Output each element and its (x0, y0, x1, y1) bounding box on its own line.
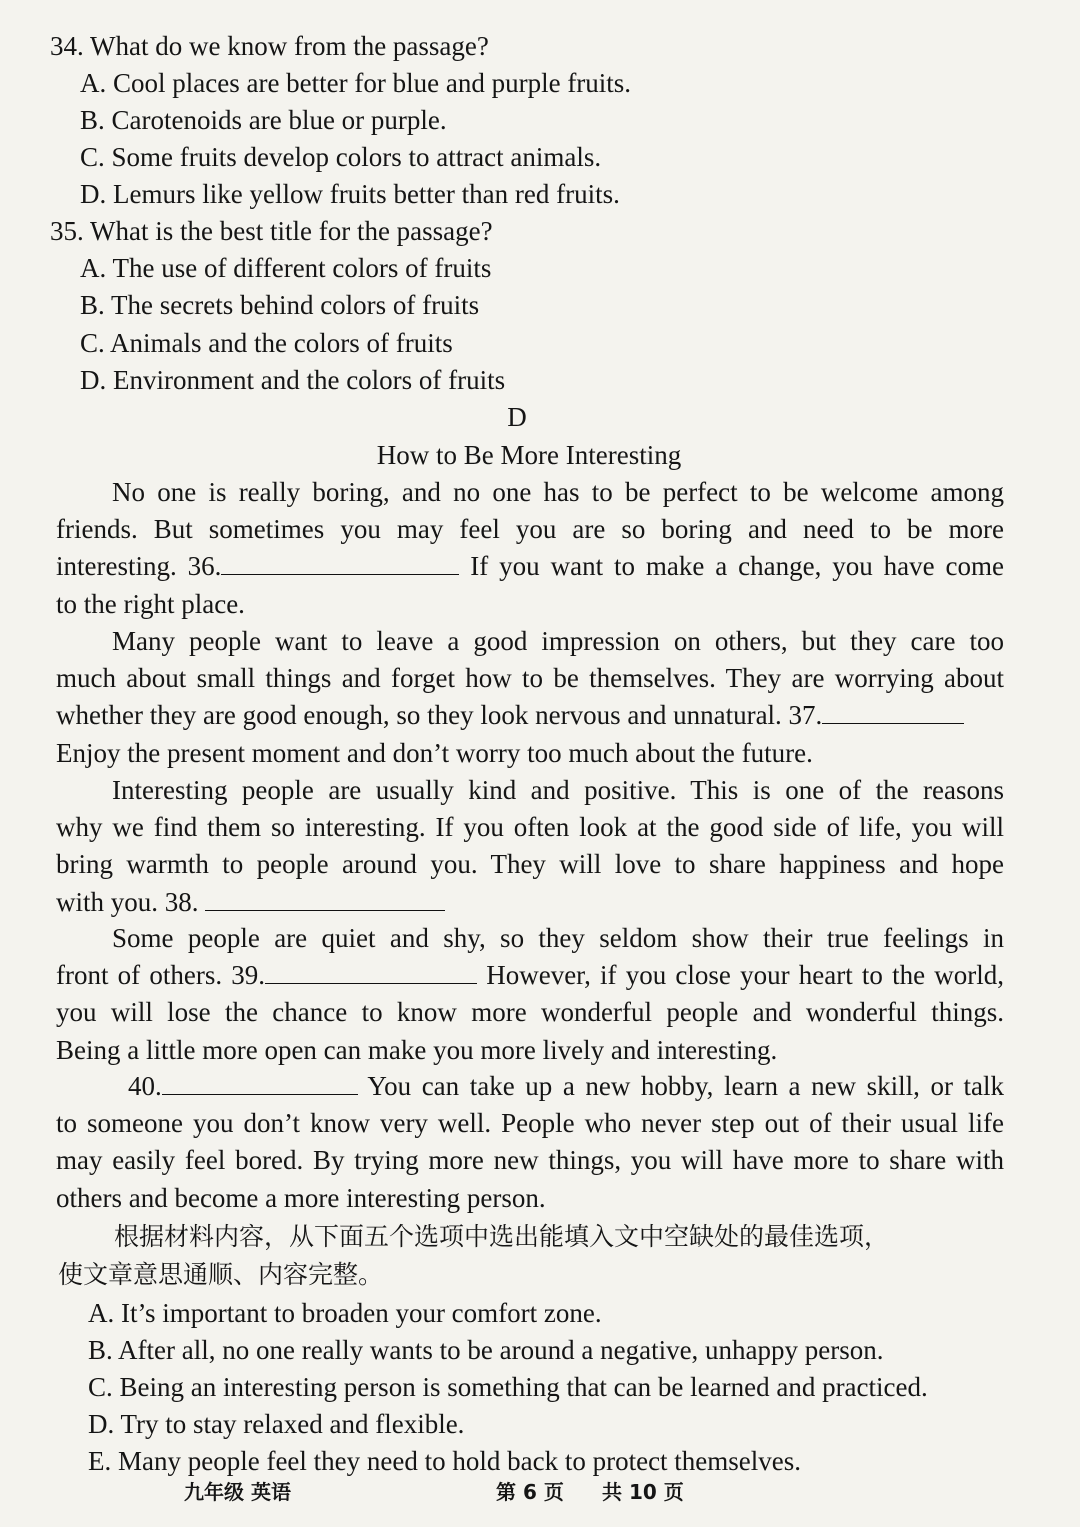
passage-paragraph-4 (56, 920, 1004, 1069)
paragraph-text: front of others. 39. (56, 960, 266, 991)
paragraph-line (56, 884, 1004, 921)
paragraph-text: with you. 38. (56, 886, 199, 917)
paragraph-line: to someone you don’t know very well. People who never step out of their usual life (56, 1108, 1004, 1139)
paragraph-line: Interesting people are usually kind and positive. This is one of the reasons (112, 775, 1004, 805)
question-34-stem: 34. What do we know from the passage? (50, 31, 489, 61)
question-34-option-d: D. Lemurs like yellow fruits better than red fruits. (80, 179, 620, 209)
paragraph-text: If you want to make a change, you have come (470, 551, 1004, 582)
footer-subject: 九年级 英语 (184, 1480, 291, 1504)
paragraph-text: However, if you close your heart to the world, (486, 960, 1004, 991)
question-35-option-d: D. Environment and the colors of fruits (80, 365, 506, 395)
paragraph-text: 40. (128, 1071, 162, 1101)
paragraph-line: friends. But sometimes you may feel you are so boring and need to be more (56, 514, 1004, 545)
section-letter: D (507, 402, 527, 432)
choice-d: D. Try to stay relaxed and flexible. (88, 1409, 465, 1439)
paragraph-line: bring warmth to people around you. They will love to share happiness and hope (56, 849, 1004, 880)
paragraph-line: Being a little more open can make you more lively and interesting. (56, 1034, 778, 1065)
blank-40[interactable] (162, 1070, 358, 1095)
question-35-stem: 35. What is the best title for the passage? (50, 216, 493, 246)
blank-37[interactable] (822, 699, 964, 724)
passage-paragraph-3 (56, 772, 1004, 921)
paragraph-line (56, 1068, 1004, 1105)
choice-c: C. Being an interesting person is something that can be learned and practiced. (88, 1372, 928, 1402)
instruction-line-2: 使文章意思通顺、内容完整。 (58, 1260, 384, 1289)
paragraph-line: you will lose the chance to know more wonderful people and wonderful things. (56, 997, 1004, 1028)
blank-38[interactable] (205, 886, 445, 911)
footer-total-pages: 共 10 页 (602, 1480, 684, 1504)
instruction-line-1: 根据材料内容，从下面五个选项中选出能填入文中空缺处的最佳选项， (114, 1222, 890, 1251)
footer-page-number: 第 6 页 (496, 1480, 564, 1504)
choice-e: E. Many people feel they need to hold back to protect themselves. (88, 1446, 802, 1476)
paragraph-line: Many people want to leave a good impression on others, but they care too (112, 626, 1004, 656)
paragraph-line: others and become a more interesting person. (56, 1182, 546, 1213)
paragraph-text: whether they are good enough, so they look nervous and unnatural. 37. (56, 700, 823, 731)
question-35-option-c: C. Animals and the colors of fruits (80, 328, 453, 358)
paragraph-line: Enjoy the present moment and don’t worry too much about the future. (56, 737, 813, 768)
paragraph-line (56, 697, 1004, 734)
blank-39[interactable] (265, 959, 477, 984)
passage-title: How to Be More Interesting (376, 440, 682, 470)
question-35-option-b: B. The secrets behind colors of fruits (80, 290, 480, 320)
paragraph-line: much about small things and forget how to be themselves. They are worrying about (56, 663, 1004, 694)
passage-paragraph-2 (56, 623, 1004, 772)
blank-36[interactable] (221, 550, 459, 575)
paragraph-text: interesting. 36. (56, 551, 222, 582)
passage-paragraph-5 (56, 1068, 1004, 1217)
passage-paragraph-1 (56, 474, 1004, 623)
paragraph-line (56, 548, 1004, 585)
paragraph-line: may easily feel bored. By trying more new things, you will have more to share with (56, 1145, 1004, 1176)
choice-a: A. It’s important to broaden your comfort zone. (88, 1298, 602, 1328)
paragraph-line: Some people are quiet and shy, so they seldom show their true feelings in (112, 923, 1004, 953)
paragraph-line: No one is really boring, and no one has to be perfect to be welcome among (112, 477, 1004, 507)
question-35-option-a: A. The use of different colors of fruits (80, 253, 492, 283)
question-34-option-b: B. Carotenoids are blue or purple. (80, 105, 447, 135)
question-34-option-a: A. Cool places are better for blue and purple fruits. (80, 68, 632, 98)
paragraph-line (56, 957, 1004, 994)
question-34-option-c: C. Some fruits develop colors to attract animals. (80, 142, 602, 172)
paragraph-line: to the right place. (56, 588, 245, 619)
paragraph-line: why we find them so interesting. If you often look at the good side of life, you will (56, 812, 1004, 843)
paragraph-text: You can take up a new hobby, learn a new skill, or talk (367, 1071, 1004, 1101)
choice-b: B. After all, no one really wants to be around a negative, unhappy person. (88, 1335, 884, 1365)
